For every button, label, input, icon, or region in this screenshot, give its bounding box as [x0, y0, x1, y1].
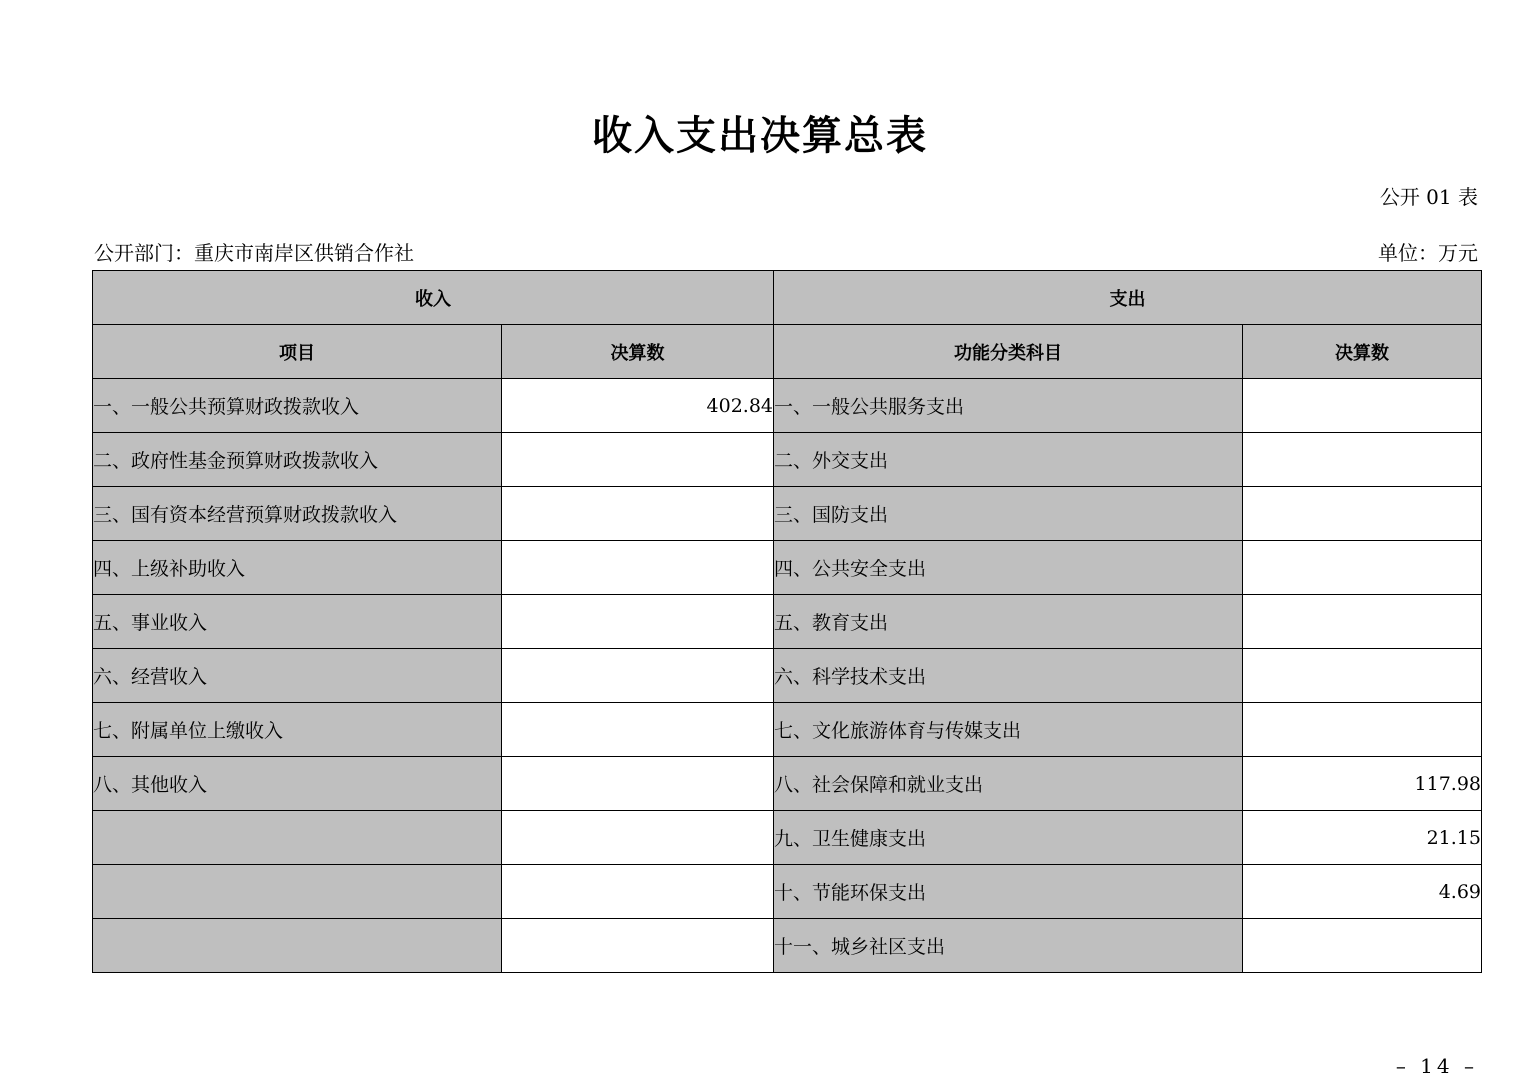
expense-item-cell: 四、公共安全支出	[774, 541, 1243, 595]
expense-amount-cell	[1243, 487, 1482, 541]
page-title: 收入支出决算总表	[592, 112, 928, 159]
table-row	[93, 865, 1482, 919]
expense-amount-cell	[1243, 433, 1482, 487]
income-item-cell: 三、国有资本经营预算财政拨款收入	[93, 487, 502, 541]
table-row	[93, 433, 1482, 487]
col-income-amount-header: 决算数	[502, 325, 774, 379]
col-function-header: 功能分类科目	[774, 325, 1243, 379]
income-amount-cell	[502, 703, 774, 757]
expense-item-cell: 二、外交支出	[774, 433, 1243, 487]
expense-amount-cell: 117.98	[1243, 757, 1482, 811]
income-item-cell: 八、其他收入	[93, 757, 502, 811]
income-amount-cell	[502, 595, 774, 649]
table-row	[93, 757, 1482, 811]
income-expense-table	[92, 270, 1482, 973]
expense-amount-cell	[1243, 595, 1482, 649]
table-header-row	[93, 271, 1482, 325]
table-subheader-row	[93, 325, 1482, 379]
expense-item-cell: 九、卫生健康支出	[774, 811, 1243, 865]
income-item-cell: 二、政府性基金预算财政拨款收入	[93, 433, 502, 487]
expense-item-cell: 五、教育支出	[774, 595, 1243, 649]
income-amount-cell	[502, 649, 774, 703]
expense-amount-cell: 21.15	[1243, 811, 1482, 865]
unit-label: 单位：万元	[1378, 241, 1478, 265]
table-row	[93, 541, 1482, 595]
income-item-cell	[93, 865, 502, 919]
expense-amount-cell	[1243, 541, 1482, 595]
col-expense-amount-header: 决算数	[1243, 325, 1482, 379]
income-item-cell: 六、经营收入	[93, 649, 502, 703]
expense-amount-cell	[1243, 379, 1482, 433]
income-item-cell	[93, 919, 502, 973]
income-amount-cell	[502, 865, 774, 919]
income-amount-cell	[502, 433, 774, 487]
income-item-cell: 五、事业收入	[93, 595, 502, 649]
income-item-cell: 四、上级补助收入	[93, 541, 502, 595]
income-amount-cell	[502, 757, 774, 811]
expense-header: 支出	[774, 271, 1482, 325]
expense-item-cell: 三、国防支出	[774, 487, 1243, 541]
income-item-cell: 一、一般公共预算财政拨款收入	[93, 379, 502, 433]
expense-amount-cell	[1243, 919, 1482, 973]
expense-amount-cell	[1243, 649, 1482, 703]
income-amount-cell	[502, 487, 774, 541]
income-header: 收入	[93, 271, 774, 325]
table-row	[93, 703, 1482, 757]
expense-item-cell: 八、社会保障和就业支出	[774, 757, 1243, 811]
expense-item-cell: 一、一般公共服务支出	[774, 379, 1243, 433]
expense-amount-cell: 4.69	[1243, 865, 1482, 919]
income-item-cell	[93, 811, 502, 865]
table-row	[93, 919, 1482, 973]
income-amount-cell	[502, 541, 774, 595]
expense-item-cell: 六、科学技术支出	[774, 649, 1243, 703]
expense-amount-cell	[1243, 703, 1482, 757]
table-row	[93, 487, 1482, 541]
table-row	[93, 649, 1482, 703]
income-item-cell: 七、附属单位上缴收入	[93, 703, 502, 757]
table-row	[93, 595, 1482, 649]
income-amount-cell	[502, 811, 774, 865]
income-amount-cell: 402.84	[502, 379, 774, 433]
table-row	[93, 811, 1482, 865]
col-item-header: 项目	[93, 325, 502, 379]
expense-item-cell: 七、文化旅游体育与传媒支出	[774, 703, 1243, 757]
table-row	[93, 379, 1482, 433]
expense-item-cell: 十、节能环保支出	[774, 865, 1243, 919]
income-amount-cell	[502, 919, 774, 973]
form-number: 公开 01 表	[1379, 185, 1478, 209]
department-label: 公开部门：重庆市南岸区供销合作社	[94, 241, 414, 265]
page-number: – 14 –	[1395, 1054, 1478, 1078]
expense-item-cell: 十一、城乡社区支出	[774, 919, 1243, 973]
